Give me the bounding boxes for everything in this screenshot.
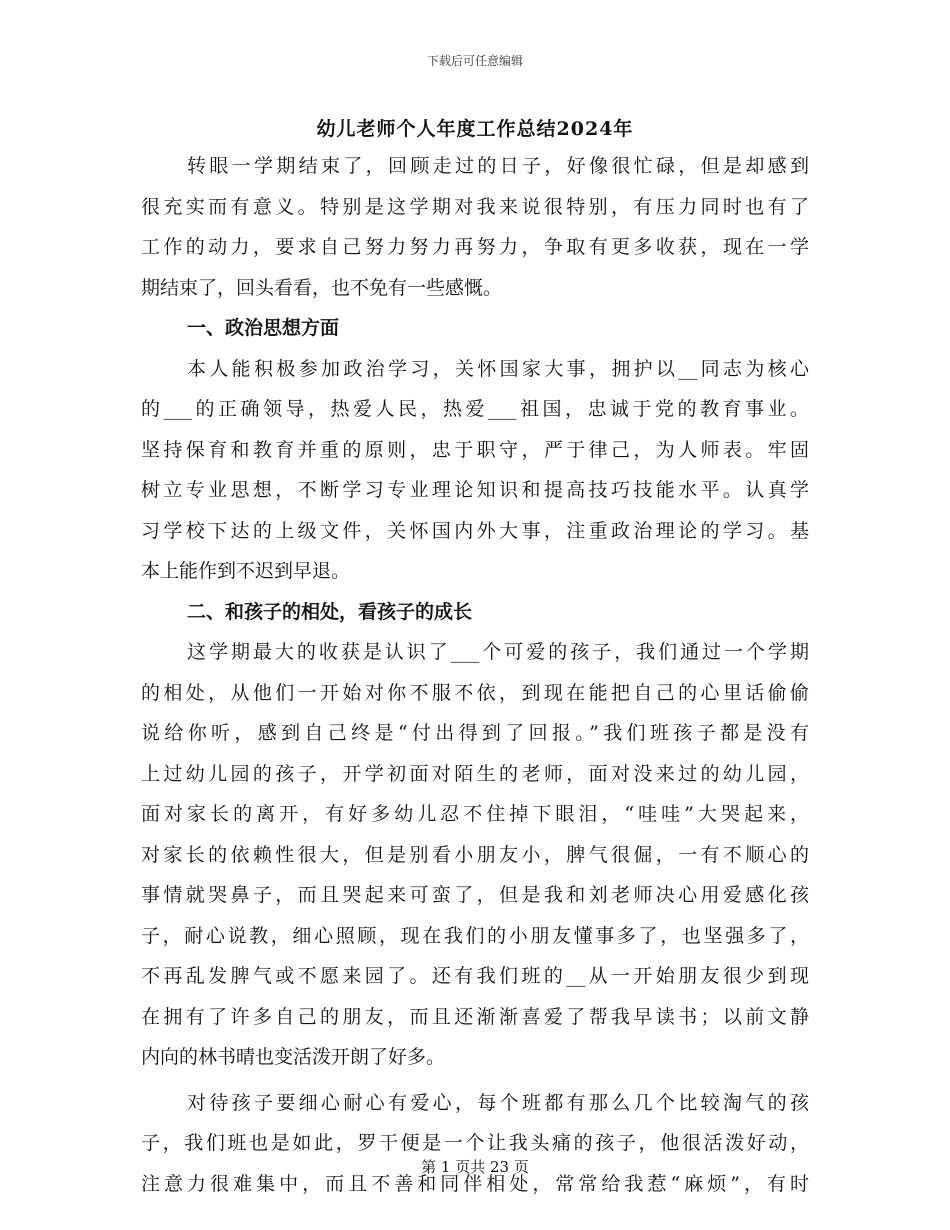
- paragraph-line: 子，我们班也是如此，罗干便是一个让我头痛的孩子，他很活泼好动，: [141, 1132, 809, 1154]
- paragraph-line: 内向的林书晴也变活泼开朗了好多。: [141, 1046, 446, 1068]
- page-number-footer: 第 1 页共 23 页: [421, 1158, 529, 1176]
- paragraph-line: 上过幼儿园的孩子，开学初面对陌生的老师，面对没来过的幼儿园，: [141, 762, 809, 785]
- paragraph-line: 本人能积极参加政治学习，关怀国家大事，拥护以__同志为核心: [187, 357, 809, 380]
- paragraph-line: 很充实而有意义。特别是这学期对我来说很特别，有压力同时也有了: [141, 195, 809, 218]
- paragraph-line: 子，耐心说教，细心照顾，现在我们的小朋友懂事多了，也坚强多了，: [141, 924, 809, 947]
- paragraph-line: 的___的正确领导，热爱人民，热爱___祖国，忠诚于党的教育事业。: [141, 398, 809, 420]
- paragraph-line: 这学期最大的收获是认识了___个可爱的孩子，我们通过一个学期: [187, 641, 809, 663]
- paragraph-line: 对待孩子要细心耐心有爱心，每个班都有那么几个比较淘气的孩: [187, 1091, 809, 1114]
- paragraph-line: 坚持保育和教育并重的原则，忠于职守，严于律己，为人师表。牢固: [141, 438, 809, 461]
- paragraph-line: 对家长的依赖性很大，但是别看小朋友小，脾气很倔，一有不顺心的: [141, 843, 809, 866]
- paragraph-line: 不再乱发脾气或不愿来园了。还有我们班的__从一开始朋友很少到现: [141, 965, 809, 987]
- paragraph-line: 面对家长的离开，有好多幼儿忍不住掉下眼泪，“哇哇”大哭起来，: [141, 803, 809, 825]
- paragraph-line: 转眼一学期结束了，回顾走过的日子，好像很忙碌，但是却感到: [187, 155, 809, 177]
- document-title: 幼儿老师个人年度工作总结2024年: [316, 118, 634, 140]
- paragraph-line: 说给你听，感到自己终是“付出得到了回报。”我们班孩子都是没有: [141, 722, 809, 744]
- section-heading: 一、政治思想方面: [187, 317, 340, 339]
- paragraph-line: 工作的动力，要求自己努力努力再努力，争取有更多收获，现在一学: [141, 236, 809, 258]
- paragraph-line: 注意力很难集中，而且不善和同伴相处，常常给我惹“麻烦”，有时: [141, 1172, 809, 1195]
- paragraph-line: 事情就哭鼻子，而且哭起来可蛮了，但是我和刘老师决心用爱感化孩: [141, 884, 809, 906]
- paragraph-line: 习学校下达的上级文件，关怀国内外大事，注重政治理论的学习。基: [141, 519, 809, 542]
- section-heading: 二、和孩子的相处，看孩子的成长: [187, 600, 473, 623]
- paragraph-line: 期结束了，回头看看，也不免有一些感慨。: [141, 276, 503, 299]
- paragraph-line: 树立专业思想，不断学习专业理论知识和提高技巧技能水平。认真学: [141, 479, 809, 501]
- header-note: 下载后可任意编辑: [426, 54, 523, 68]
- document-body: [141, 146, 809, 1204]
- paragraph-line: 在拥有了许多自己的朋友，而且还渐渐喜爱了帮我早读书；以前文静: [141, 1005, 809, 1028]
- paragraph-line: 本上能作到不迟到早退。: [141, 560, 351, 582]
- paragraph-line: 的相处，从他们一开始对你不服不依，到现在能把自己的心里话偷偷: [141, 681, 809, 704]
